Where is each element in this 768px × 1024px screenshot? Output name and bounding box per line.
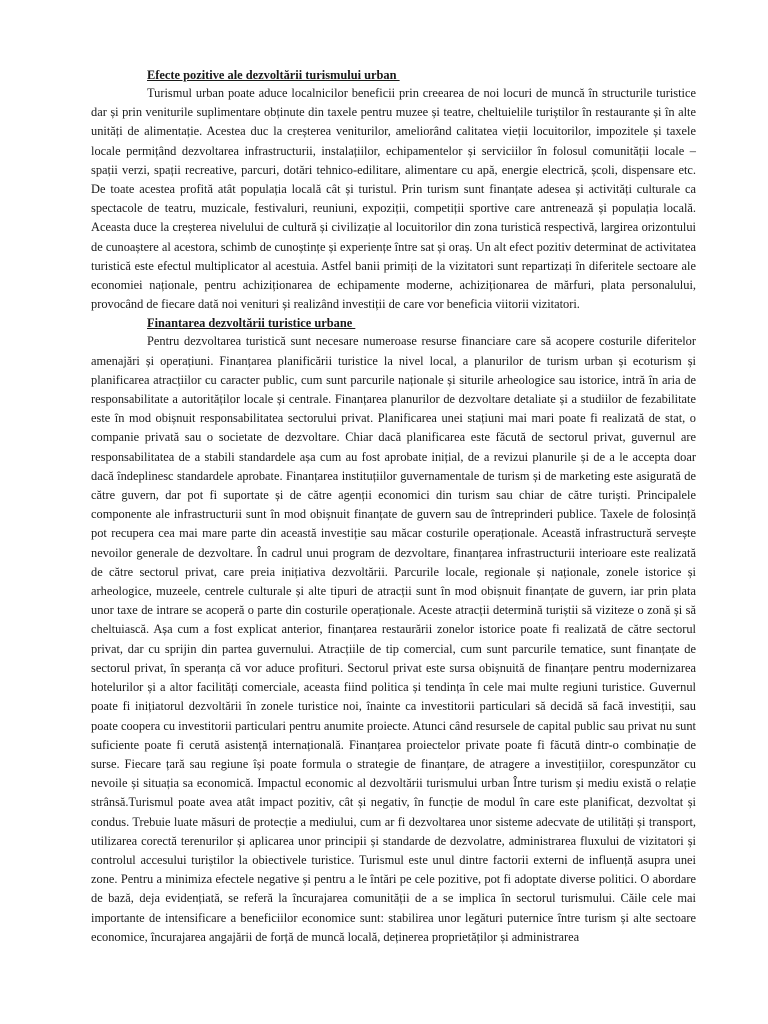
section-heading-financing: Finantarea dezvoltării turistice urbane xyxy=(147,316,356,331)
section-paragraph-financing: Pentru dezvoltarea turistică sunt necesare numeroase resurse financiare care să acopere costurile diferitelor amenajări și operațiuni. Finanțarea planificării turistice la nivel local, a planurilor de turism urban și ecoturism și planificarea atracțiilor cu caracter public, cum sunt parcurile naționale și siturile arheologice sau istorice, intră în aria de responsabilitate a autorităților locale și centrale. Finanțarea planurilor de dezvoltare detaliate și a studiilor de fezabilitate este în mod obișnuit responsabilitatea sectorului privat. Planificarea unei stațiuni mai mari poate fi realizată de stat, o companie privată sau o societate de dezvoltare. Chiar dacă planificarea este făcută de sectorul privat, guvernul are responsabilitatea de a stabili standardele așa cum au fost aprobate inițial, de a revizui planurile și de a le accepta doar dacă îndeplinesc standardele aprobate. Finanțarea instituțiilor guvernamentale de turism și de marketing este asigurată de către guvern, dar pot fi suportate și de către agenții economici din turism sau chiar de către turiști. Principalele componente ale infrastructurii sunt în mod obișnuit finanțate de guvern sau de întreprinderi publice. Taxele de folosință pot recupera cea mai mare parte din această investiție sau măcar costurile operaționale. Această infrastructură servește nevoilor generale de dezvoltare. În cadrul unui program de dezvoltare, finanțarea infrastructurii interioare este realizată de către sectorul privat, care preia inițiativa dezvoltării. Parcurile locale, regionale și naționale, zonele istorice și arheologice, muzeele, centrele culturale și alte tipuri de atracții sunt în mod obișnuit finanțate de guvern, iar prin plata unor taxe de intrare se acoperă o parte din costurile operaționale. Aceste atracții determină turiștii să viziteze o zonă și să cheltuiască. Așa cum a fost explicat anterior, finanțarea restaurării zonelor istorice poate fi realizată de către sectorul privat, dar cu sprijin din partea guvernului. Atracțiile de tip comercial, cum sunt parcurile tematice, sunt finanțate de sectorul privat, în speranța că vor aduce profituri. Sectorul privat este sursa obișnuită de finanțare pentru modernizarea hotelurilor și a altor facilități comerciale, aceasta fiind politica și tendința în cele mai multe regiuni turistice. Guvernul poate fi inițiatorul dezvoltării în zonele turistice noi, înainte ca investitorii particulari să decidă să facă investiții, sau poate coopera cu investitorii particulari pentru anumite proiecte. Atunci când resursele de capital public sau privat nu sunt suficiente poate fi cerută asistență internațională. Finanțarea proiectelor private poate fi făcută dintr-o combinație de surse. Fiecare țară sau regiune își poate formula o strategie de finanțare, de atragere a investițiilor, corespunzător cu nevoile și situația sa economică. Impactul economic al dezvoltării turismului urban Între turism și mediu există o relație strânsă.Turismul poate avea atât impact pozitiv, cât și negativ, în funcție de modul în care este planificat, dezvoltat și condus. Trebuie luate măsuri de protecție a mediului, cum ar fi dezvoltarea unor sisteme adecvate de utilități și transport, utilizarea corectă terenurilor și aplicarea unor principii și standarde de dezvolatre, administrarea fluxului de vizitatori și controlul accesului turiștilor la obiectivele turistice. Turismul este unul dintre factorii externi de influență asupra unei zone. Pentru a minimiza efectele negative și pentru a le întări pe cele pozitive, pot fi adoptate diverse politici. O abordare de bază, deja evidențiată, se referă la încurajarea comunității de a se implica în sectorul turismului. Căile cele mai importante de intensificare a beneficiilor economice sunt: stabilirea unor legături puternice între turism și alte sectoare economice, încurajarea angajării de forță de muncă locală, deținerea proprietăților și administrarea xyxy=(91,334,696,944)
section-heading-positive-effects: Efecte pozitive ale dezvoltării turismului urban xyxy=(147,68,400,82)
section-paragraph-positive-effects: Turismul urban poate aduce localnicilor beneficii prin creearea de noi locuri de muncă în structurile turistice dar și prin veniturile suplimentare obținute din taxele pentru muzee și teatre, cheltuielile turiștilor în restaurante și în alte unități de alimentație. Acestea duc la creșterea veniturilor, ameliorând calitatea vieții locuitorilor, impozitele și taxele locale permițând dezvoltarea infrastructurii, instalațiilor, echipamentelor și serviciilor în folosul comunității locale – spații verzi, spații recreative, parcuri, dotări tehnico-edilitare, alimentare cu apă, energie electrică, școli, dispensare etc. De toate acestea profită atât populația locală cât și turistul. Prin turism sunt finanțate adesea și activități culturale ca spectacole de teatru, muzicale, festivaluri, reuniuni, expoziții, competiții sportive care antrenează și populația locală. Aceasta duce la creșterea nivelului de cultură și civilizație al locuitorilor din zona turistică respectivă, largirea orizontului de cunoaștere al acestora, schimb de cunoștințe și experiențe între sat și oraș. Un alt efect pozitiv determinat de activitatea turistică este efectul multiplicator al acestuia. Astfel banii primiți de la vizitatori sunt repartizați în diferitele sectoare ale economiei naționale, pentru achiziționarea de echipamente moderne, achiziționarea de mărfuri, plata personalului, provocând de fiecare dată noi venituri și realizând investiții de care vor beneficia viitorii vizitatori. xyxy=(91,86,696,312)
